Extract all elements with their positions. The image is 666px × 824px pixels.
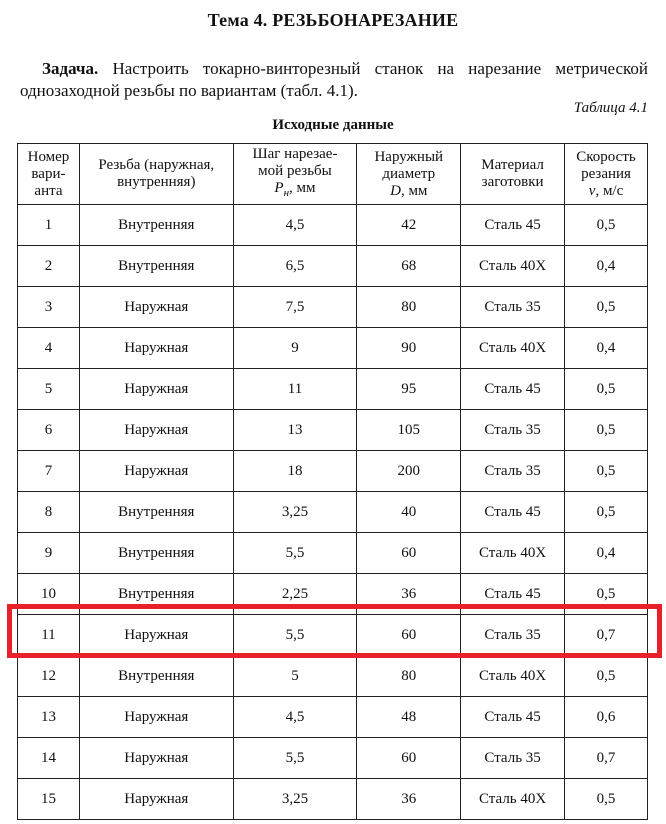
page-title: Тема 4. РЕЗЬБОНАРЕЗАНИЕ <box>207 10 459 30</box>
task-lead: Задача. <box>42 59 99 78</box>
cell-diameter: 60 <box>357 738 461 779</box>
table-number: Таблица 4.1 <box>573 100 648 116</box>
cell-pitch: 5 <box>233 656 357 697</box>
cell-pitch: 11 <box>233 369 357 410</box>
cell-pitch: 2,25 <box>233 574 357 615</box>
cell-pitch: 7,5 <box>233 287 357 328</box>
cell-thread: Наружная <box>79 779 233 820</box>
cell-diameter: 80 <box>357 656 461 697</box>
cell-num: 2 <box>18 246 80 287</box>
cell-num: 13 <box>18 697 80 738</box>
cell-diameter: 60 <box>357 533 461 574</box>
cell-speed: 0,7 <box>565 615 648 656</box>
cell-speed: 0,5 <box>565 369 648 410</box>
table-row <box>18 492 648 533</box>
cell-pitch: 6,5 <box>233 246 357 287</box>
variants-table <box>17 143 648 820</box>
cell-speed: 0,5 <box>565 410 648 451</box>
cell-num: 3 <box>18 287 80 328</box>
cell-num: 14 <box>18 738 80 779</box>
cell-speed: 0,4 <box>565 246 648 287</box>
cell-pitch: 3,25 <box>233 779 357 820</box>
header-variant: Номер вари- анта <box>18 144 80 205</box>
cell-material: Сталь 35 <box>461 738 565 779</box>
cell-material: Сталь 40Х <box>461 328 565 369</box>
cell-diameter: 42 <box>357 205 461 246</box>
cell-pitch: 5,5 <box>233 615 357 656</box>
cell-material: Сталь 45 <box>461 574 565 615</box>
table-row <box>18 369 648 410</box>
cell-speed: 0,7 <box>565 738 648 779</box>
cell-material: Сталь 35 <box>461 615 565 656</box>
cell-num: 6 <box>18 410 80 451</box>
table-row <box>18 451 648 492</box>
cell-num: 9 <box>18 533 80 574</box>
cell-material: Сталь 35 <box>461 287 565 328</box>
cell-pitch: 13 <box>233 410 357 451</box>
cell-diameter: 36 <box>357 574 461 615</box>
cell-speed: 0,5 <box>565 656 648 697</box>
cell-thread: Внутренняя <box>79 574 233 615</box>
table-row <box>18 656 648 697</box>
cell-num: 1 <box>18 205 80 246</box>
cell-thread: Внутренняя <box>79 205 233 246</box>
cell-thread: Наружная <box>79 451 233 492</box>
cell-material: Сталь 40Х <box>461 246 565 287</box>
table-row <box>18 697 648 738</box>
cell-num: 12 <box>18 656 80 697</box>
cell-num: 15 <box>18 779 80 820</box>
cell-num: 4 <box>18 328 80 369</box>
table-row <box>18 574 648 615</box>
table-row <box>18 738 648 779</box>
cell-speed: 0,4 <box>565 328 648 369</box>
cell-speed: 0,4 <box>565 533 648 574</box>
task-paragraph <box>20 58 648 102</box>
table-row <box>18 533 648 574</box>
cell-thread: Внутренняя <box>79 246 233 287</box>
cell-diameter: 80 <box>357 287 461 328</box>
cell-speed: 0,5 <box>565 451 648 492</box>
table-caption: Исходные данные <box>272 117 394 133</box>
cell-diameter: 95 <box>357 369 461 410</box>
table-row <box>18 246 648 287</box>
cell-material: Сталь 35 <box>461 451 565 492</box>
task-text: Настроить токарно-винторезный станок на нарезание метрической однозаходной резьбы по вариантам (табл. 4.1). <box>20 59 648 100</box>
header-pitch: Шаг нарезае- мой резьбы $P_н$, мм <box>233 144 357 205</box>
cell-material: Сталь 40Х <box>461 656 565 697</box>
cell-speed: 0,5 <box>565 492 648 533</box>
cell-diameter: 68 <box>357 246 461 287</box>
cell-thread: Наружная <box>79 287 233 328</box>
cell-thread: Внутренняя <box>79 492 233 533</box>
cell-pitch: 9 <box>233 328 357 369</box>
header-diameter: Наружный диаметр D, мм <box>357 144 461 205</box>
cell-speed: 0,5 <box>565 287 648 328</box>
cell-speed: 0,6 <box>565 697 648 738</box>
cell-pitch: 18 <box>233 451 357 492</box>
cell-material: Сталь 35 <box>461 410 565 451</box>
cell-material: Сталь 40Х <box>461 533 565 574</box>
table-header-row <box>18 144 648 205</box>
cell-speed: 0,5 <box>565 205 648 246</box>
table-row <box>18 328 648 369</box>
header-thread: Резьба (наружная, внутренняя) <box>79 144 233 205</box>
cell-diameter: 40 <box>357 492 461 533</box>
table-row <box>18 779 648 820</box>
cell-material: Сталь 45 <box>461 492 565 533</box>
cell-diameter: 105 <box>357 410 461 451</box>
cell-thread: Наружная <box>79 615 233 656</box>
table-row <box>18 205 648 246</box>
cell-thread: Наружная <box>79 697 233 738</box>
cell-thread: Наружная <box>79 410 233 451</box>
cell-num: 10 <box>18 574 80 615</box>
table-row <box>18 410 648 451</box>
cell-pitch: 3,25 <box>233 492 357 533</box>
cell-diameter: 36 <box>357 779 461 820</box>
cell-thread: Внутренняя <box>79 533 233 574</box>
header-material: Материал заготовки <box>461 144 565 205</box>
cell-num: 5 <box>18 369 80 410</box>
cell-material: Сталь 45 <box>461 697 565 738</box>
cell-thread: Внутренняя <box>79 656 233 697</box>
cell-material: Сталь 40Х <box>461 779 565 820</box>
cell-speed: 0,5 <box>565 779 648 820</box>
cell-diameter: 60 <box>357 615 461 656</box>
cell-material: Сталь 45 <box>461 369 565 410</box>
cell-diameter: 48 <box>357 697 461 738</box>
cell-thread: Наружная <box>79 738 233 779</box>
cell-pitch: 5,5 <box>233 533 357 574</box>
cell-thread: Наружная <box>79 328 233 369</box>
cell-pitch: 5,5 <box>233 738 357 779</box>
header-speed: Скорость резания v, м/с <box>565 144 648 205</box>
cell-speed: 0,5 <box>565 574 648 615</box>
cell-thread: Наружная <box>79 369 233 410</box>
table-row <box>18 615 648 656</box>
cell-num: 8 <box>18 492 80 533</box>
cell-diameter: 90 <box>357 328 461 369</box>
cell-pitch: 4,5 <box>233 205 357 246</box>
cell-num: 7 <box>18 451 80 492</box>
table-row <box>18 287 648 328</box>
cell-pitch: 4,5 <box>233 697 357 738</box>
cell-num: 11 <box>18 615 80 656</box>
cell-diameter: 200 <box>357 451 461 492</box>
cell-material: Сталь 45 <box>461 205 565 246</box>
